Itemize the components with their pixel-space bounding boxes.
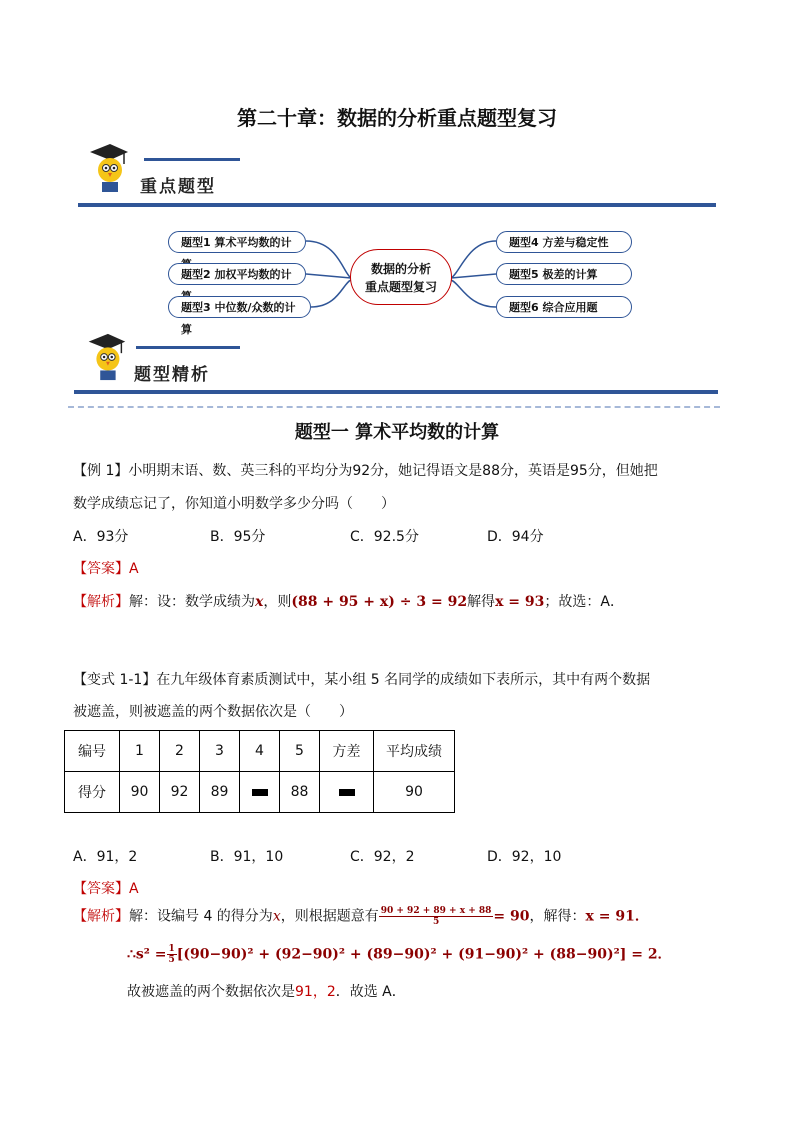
table-cell-masked bbox=[240, 772, 280, 813]
option-d: D．94分 bbox=[487, 529, 544, 545]
table-row bbox=[65, 772, 455, 813]
fraction bbox=[167, 944, 177, 965]
conclusion-text: 故被遮盖的两个数据依次是 bbox=[127, 984, 295, 1000]
option-a: A．93分 bbox=[73, 529, 129, 545]
variant-text-line1: 在九年级体育素质测试中，某小组 5 名同学的成绩如下表所示，其中有两个数据 bbox=[156, 672, 651, 688]
table-cell: 90 bbox=[374, 772, 455, 813]
variant-text-line2: 被遮盖，则被遮盖的两个数据依次是（ ） bbox=[73, 704, 353, 720]
variance-lhs: ∴s² = bbox=[127, 946, 167, 963]
answer-value: A bbox=[129, 561, 139, 577]
table-cell: 方差 bbox=[320, 731, 374, 772]
masked-value bbox=[339, 789, 355, 796]
option-a: A．91，2 bbox=[73, 849, 138, 865]
banner-key-types-label: 重点题型 bbox=[140, 177, 216, 197]
section-title: 题型一 算术平均数的计算 bbox=[294, 422, 500, 443]
mindmap-node-type5: 题型5 极差的计算 bbox=[496, 263, 632, 285]
table-cell: 4 bbox=[240, 731, 280, 772]
table-cell: 88 bbox=[280, 772, 320, 813]
mindmap-node-type2: 题型2 加权平均数的计 bbox=[168, 263, 306, 285]
conclusion-line bbox=[127, 982, 406, 1002]
conclusion-values: 91，2 bbox=[295, 984, 336, 1000]
example-tag: 【例 1】 bbox=[73, 463, 129, 479]
mindmap-center bbox=[350, 249, 452, 305]
table-cell: 1 bbox=[120, 731, 160, 772]
table-cell: 3 bbox=[200, 731, 240, 772]
mascot-icon bbox=[84, 332, 128, 382]
divider bbox=[68, 406, 720, 408]
equation: = 90 bbox=[493, 908, 530, 925]
option-c: C．92，2 bbox=[350, 849, 415, 865]
score-table bbox=[64, 730, 455, 813]
example-text-line1: 小明期末语、数、英三科的平均分为92分，她记得语文是88分，英语是95分，但她把 bbox=[128, 463, 658, 479]
analysis-text: 解：设：数学成绩为 bbox=[129, 594, 255, 610]
example-1-answer bbox=[73, 559, 139, 579]
table-cell: 得分 bbox=[65, 772, 120, 813]
table-cell: 90 bbox=[120, 772, 160, 813]
fraction-denominator: 5 bbox=[168, 955, 175, 965]
mindmap-center-line2: 重点题型复习 bbox=[364, 280, 437, 294]
table-cell-masked bbox=[320, 772, 374, 813]
page-title: 第二十章：数据的分析重点题型复习 bbox=[237, 106, 557, 130]
table-cell: 5 bbox=[280, 731, 320, 772]
table-cell: 编号 bbox=[65, 731, 120, 772]
example-1 bbox=[73, 461, 733, 514]
banner-analysis-label: 题型精析 bbox=[134, 365, 210, 385]
fraction-numerator: 90 + 92 + 89 + x + 88 bbox=[380, 906, 492, 916]
fraction bbox=[379, 906, 494, 927]
example-1-options bbox=[73, 526, 733, 546]
equation-solution: x = 93 bbox=[495, 594, 545, 610]
variance-expression: [(90−90)² + (92−90)² + (89−90)² + (91−90)² + (88−90)²] = 2． bbox=[176, 946, 672, 963]
mascot-icon bbox=[86, 142, 130, 194]
fraction-numerator: 1 bbox=[168, 944, 175, 954]
example-text-line2: 数学成绩忘记了，你知道小明数学多少分吗（ ） bbox=[73, 496, 395, 512]
variant-1-1-analysis bbox=[73, 906, 753, 936]
table-cell: 平均成绩 bbox=[374, 731, 455, 772]
mindmap-node-type4: 题型4 方差与稳定性 bbox=[496, 231, 632, 253]
option-b: B．95分 bbox=[210, 529, 266, 545]
variant-tag: 【变式 1-1】 bbox=[73, 672, 157, 688]
table-cell: 2 bbox=[160, 731, 200, 772]
fraction-denominator: 5 bbox=[432, 917, 440, 927]
analysis-text: ；故选：A． bbox=[544, 594, 624, 610]
math-var: x bbox=[255, 594, 264, 610]
conclusion-text: ．故选 A． bbox=[335, 984, 406, 1000]
variant-1-1-options bbox=[73, 846, 733, 866]
option-d: D．92，10 bbox=[487, 849, 562, 865]
analysis-text: 解：设编号 4 的得分为 bbox=[129, 908, 273, 925]
mindmap bbox=[168, 228, 634, 336]
banner-analysis bbox=[74, 332, 718, 400]
variant-1-1-answer bbox=[73, 879, 139, 899]
mindmap-node-type3: 题型3 中位数/众数的计算 bbox=[168, 296, 311, 318]
example-1-analysis bbox=[73, 592, 753, 612]
masked-value bbox=[252, 789, 268, 796]
table-header-row bbox=[65, 731, 455, 772]
math-var: x bbox=[272, 908, 281, 925]
mindmap-center-line1: 数据的分析 bbox=[370, 262, 431, 276]
mindmap-node-type6: 题型6 综合应用题 bbox=[496, 296, 632, 318]
equation: (88 + 95 + x) ÷ 3 = 92 bbox=[291, 594, 468, 610]
analysis-tag: 【解析】 bbox=[73, 594, 129, 610]
table-cell: 92 bbox=[160, 772, 200, 813]
analysis-text: ，解得： bbox=[529, 908, 586, 925]
mindmap-node-type1: 题型1 算术平均数的计 bbox=[168, 231, 306, 253]
analysis-tag: 【解析】 bbox=[73, 908, 129, 925]
variance-line bbox=[127, 944, 747, 965]
analysis-text: ，则根据题意有 bbox=[280, 908, 379, 925]
option-c: C．92.5分 bbox=[350, 529, 419, 545]
analysis-text: 解得 bbox=[467, 594, 496, 610]
analysis-text: ，则 bbox=[263, 594, 292, 610]
table-cell: 89 bbox=[200, 772, 240, 813]
answer-tag: 【答案】 bbox=[73, 561, 129, 577]
answer-tag: 【答案】 bbox=[73, 881, 129, 897]
variant-1-1 bbox=[73, 670, 733, 722]
answer-value: A bbox=[129, 881, 139, 897]
option-b: B．91，10 bbox=[210, 849, 284, 865]
banner-key-types bbox=[78, 142, 718, 212]
equation-solution: x = 91． bbox=[585, 908, 649, 925]
